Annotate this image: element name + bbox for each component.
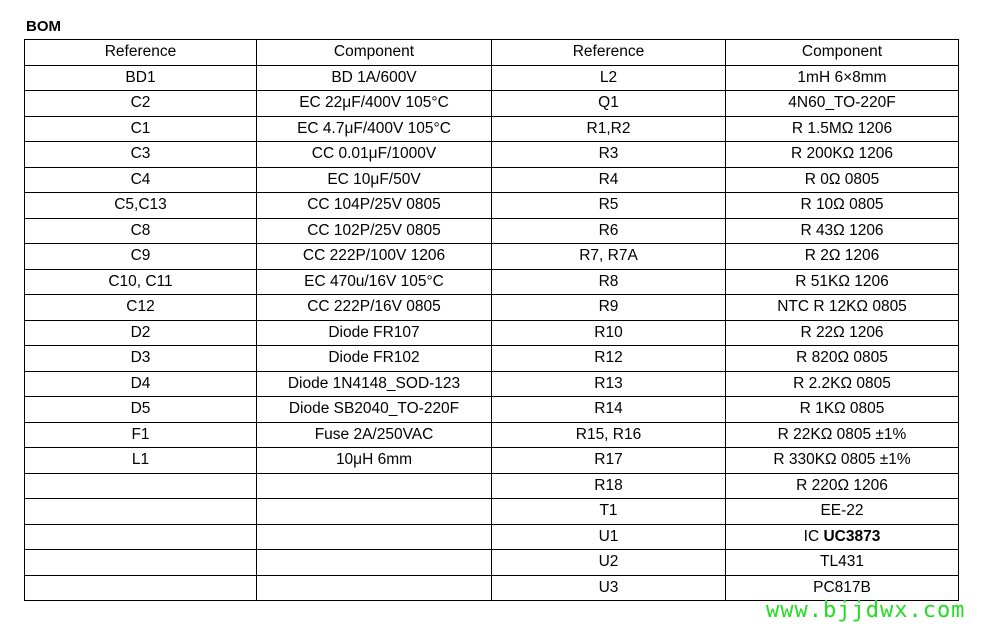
component-cell: R 2Ω 1206 (726, 244, 959, 270)
header-component-left: Component (257, 40, 492, 66)
component-cell (257, 524, 492, 550)
table-row (25, 448, 959, 474)
component-cell: CC 102P/25V 0805 (257, 218, 492, 244)
reference-cell (25, 550, 257, 576)
component-cell: R 330KΩ 0805 ±1% (726, 448, 959, 474)
reference-cell: C2 (25, 91, 257, 117)
reference-cell: R7, R7A (492, 244, 726, 270)
table-row (25, 397, 959, 423)
reference-cell (25, 575, 257, 601)
component-part-number: UC3873 (823, 527, 881, 545)
reference-cell: R1,R2 (492, 116, 726, 142)
component-cell (257, 473, 492, 499)
reference-cell: C1 (25, 116, 257, 142)
component-cell: R 22KΩ 0805 ±1% (726, 422, 959, 448)
component-cell: NTC R 12KΩ 0805 (726, 295, 959, 321)
reference-cell: F1 (25, 422, 257, 448)
table-row (25, 320, 959, 346)
table-row (25, 91, 959, 117)
table-row (25, 295, 959, 321)
component-cell: Diode SB2040_TO-220F (257, 397, 492, 423)
reference-cell: R6 (492, 218, 726, 244)
header-reference-right: Reference (492, 40, 726, 66)
component-cell: 10μH 6mm (257, 448, 492, 474)
component-cell: Diode FR107 (257, 320, 492, 346)
table-row (25, 346, 959, 372)
reference-cell: C3 (25, 142, 257, 168)
table-row (25, 167, 959, 193)
component-cell: R 820Ω 0805 (726, 346, 959, 372)
component-cell: EC 470u/16V 105°C (257, 269, 492, 295)
reference-cell: C8 (25, 218, 257, 244)
reference-cell: R3 (492, 142, 726, 168)
reference-cell: R8 (492, 269, 726, 295)
component-cell: R 220Ω 1206 (726, 473, 959, 499)
reference-cell (25, 524, 257, 550)
reference-cell: R17 (492, 448, 726, 474)
bom-table (24, 39, 959, 601)
table-row (25, 499, 959, 525)
component-cell: R 1.5MΩ 1206 (726, 116, 959, 142)
reference-cell: D4 (25, 371, 257, 397)
table-row (25, 218, 959, 244)
component-cell: CC 104P/25V 0805 (257, 193, 492, 219)
component-cell (257, 499, 492, 525)
reference-cell: R10 (492, 320, 726, 346)
reference-cell: BD1 (25, 65, 257, 91)
reference-cell: R4 (492, 167, 726, 193)
reference-cell: R9 (492, 295, 726, 321)
table-row (25, 524, 959, 550)
reference-cell: L1 (25, 448, 257, 474)
component-cell: BD 1A/600V (257, 65, 492, 91)
reference-cell: L2 (492, 65, 726, 91)
component-cell: CC 222P/100V 1206 (257, 244, 492, 270)
component-cell: R 1KΩ 0805 (726, 397, 959, 423)
component-cell: TL431 (726, 550, 959, 576)
table-row (25, 422, 959, 448)
table-row (25, 65, 959, 91)
reference-cell (25, 499, 257, 525)
component-cell: R 200KΩ 1206 (726, 142, 959, 168)
header-row (25, 40, 959, 66)
reference-cell: T1 (492, 499, 726, 525)
component-cell: R 43Ω 1206 (726, 218, 959, 244)
component-cell: PC817B (726, 575, 959, 601)
reference-cell: D2 (25, 320, 257, 346)
reference-cell: C12 (25, 295, 257, 321)
table-row (25, 269, 959, 295)
component-cell: Fuse 2A/250VAC (257, 422, 492, 448)
page-title: BOM (26, 18, 61, 35)
header-reference-left: Reference (25, 40, 257, 66)
table-row (25, 473, 959, 499)
table-row (25, 371, 959, 397)
reference-cell (25, 473, 257, 499)
reference-cell: D3 (25, 346, 257, 372)
reference-cell: R12 (492, 346, 726, 372)
reference-cell: C9 (25, 244, 257, 270)
component-cell (726, 524, 959, 550)
component-cell: EC 10μF/50V (257, 167, 492, 193)
reference-cell: Q1 (492, 91, 726, 117)
reference-cell: C10, C11 (25, 269, 257, 295)
component-cell: EC 4.7μF/400V 105°C (257, 116, 492, 142)
reference-cell: R15, R16 (492, 422, 726, 448)
component-cell: EE-22 (726, 499, 959, 525)
reference-cell: U1 (492, 524, 726, 550)
component-cell: R 10Ω 0805 (726, 193, 959, 219)
reference-cell: R14 (492, 397, 726, 423)
component-cell: R 51KΩ 1206 (726, 269, 959, 295)
component-cell: R 22Ω 1206 (726, 320, 959, 346)
reference-cell: R5 (492, 193, 726, 219)
table-row (25, 244, 959, 270)
table-row (25, 550, 959, 576)
component-cell: 1mH 6×8mm (726, 65, 959, 91)
reference-cell: U3 (492, 575, 726, 601)
reference-cell: U2 (492, 550, 726, 576)
component-cell: CC 0.01μF/1000V (257, 142, 492, 168)
reference-cell: C4 (25, 167, 257, 193)
component-prefix: IC (803, 527, 824, 545)
reference-cell: C5,C13 (25, 193, 257, 219)
component-cell: R 2.2KΩ 0805 (726, 371, 959, 397)
table-row (25, 116, 959, 142)
bom-table-body (25, 65, 959, 601)
header-component-right: Component (726, 40, 959, 66)
component-cell: 4N60_TO-220F (726, 91, 959, 117)
component-cell: EC 22μF/400V 105°C (257, 91, 492, 117)
component-cell: R 0Ω 0805 (726, 167, 959, 193)
component-cell (257, 550, 492, 576)
table-row (25, 142, 959, 168)
component-cell (257, 575, 492, 601)
table-row (25, 193, 959, 219)
component-cell: CC 222P/16V 0805 (257, 295, 492, 321)
reference-cell: R13 (492, 371, 726, 397)
component-cell: Diode FR102 (257, 346, 492, 372)
reference-cell: D5 (25, 397, 257, 423)
reference-cell: R18 (492, 473, 726, 499)
watermark: www.bjjdwx.com (766, 598, 966, 623)
component-cell: Diode 1N4148_SOD-123 (257, 371, 492, 397)
